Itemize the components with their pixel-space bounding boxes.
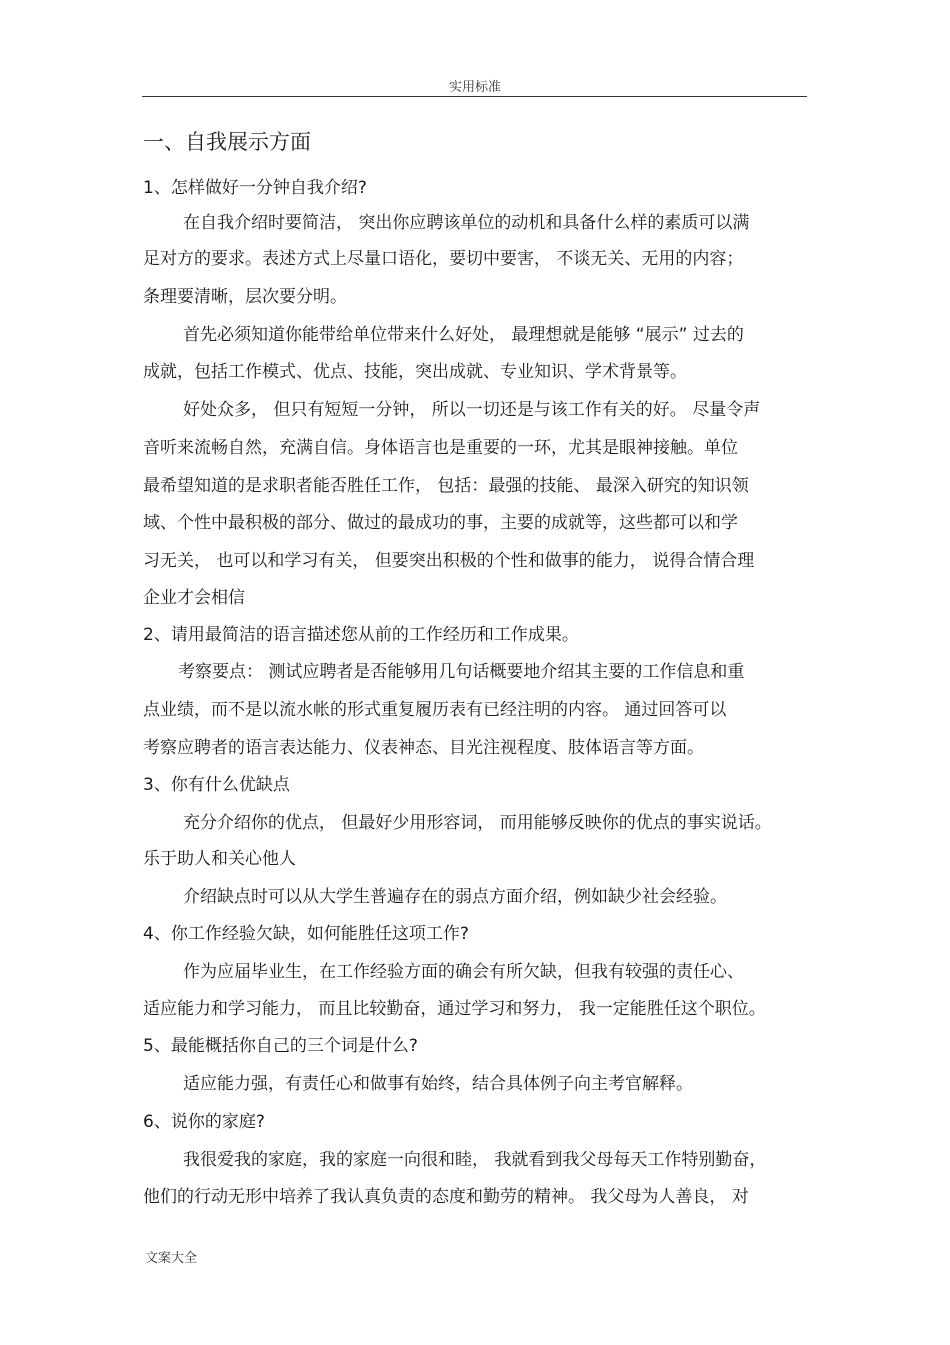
paragraph-line: 条理要清晰，层次要分明。 <box>143 287 347 307</box>
page-footer: 文案大全 <box>145 1251 198 1266</box>
question-heading: 6、说你的家庭? <box>143 1112 265 1132</box>
paragraph-line: 好处众多， 但只有短短一分钟， 所以一切还是与该工作有关的好。 尽量令声 <box>183 400 761 420</box>
paragraph-line: 点业绩，而不是以流水帐的形式重复履历表有已经注明的内容。 通过回答可以 <box>143 700 727 720</box>
section-title: 一、自我展示方面 <box>143 130 311 154</box>
paragraph-line: 我很爱我的家庭，我的家庭一向很和睦， 我就看到我父母每天工作特别勤奋， <box>183 1150 767 1170</box>
paragraph-line: 域、个性中最积极的部分、做过的最成功的事，主要的成就等，这些都可以和学 <box>143 513 738 533</box>
page-header: 实用标准 <box>448 80 501 95</box>
paragraph-line: 充分介绍你的优点， 但最好少用形容词， 而用能够反映你的优点的事实说话。 <box>183 813 772 833</box>
paragraph-line: 成就，包括工作模式、优点、技能，突出成就、专业知识、学术背景等。 <box>143 362 687 382</box>
paragraph-line: 足对方的要求。表述方式上尽量口语化，要切中要害， 不谈无关、无用的内容； <box>143 249 744 269</box>
question-heading: 3、你有什么优缺点 <box>143 775 290 795</box>
paragraph-line: 作为应届毕业生，在工作经验方面的确会有所欠缺，但我有较强的责任心、 <box>183 962 744 982</box>
question-heading: 5、最能概括你自己的三个词是什么? <box>143 1036 418 1056</box>
paragraph-line: 音听来流畅自然，充满自信。身体语言也是重要的一环，尤其是眼神接触。单位 <box>143 438 738 458</box>
header-rule <box>142 96 807 97</box>
paragraph-line: 介绍缺点时可以从大学生普遍存在的弱点方面介绍，例如缺少社会经验。 <box>183 887 727 907</box>
paragraph-line: 考察要点： 测试应聘者是否能够用几句话概要地介绍其主要的工作信息和重 <box>178 662 745 682</box>
paragraph-line: 乐于助人和关心他人 <box>143 849 296 869</box>
question-heading: 1、怎样做好一分钟自我介绍? <box>143 178 367 198</box>
paragraph-line: 最希望知道的是求职者能否胜任工作， 包括：最强的技能、 最深入研究的知识领 <box>143 476 749 496</box>
paragraph-line: 适应能力和学习能力， 而且比较勤奋，通过学习和努力， 我一定能胜任这个职位。 <box>143 999 766 1019</box>
paragraph-line: 企业才会相信 <box>143 588 245 608</box>
paragraph-line: 首先必须知道你能带给单位带来什么好处， 最理想就是能够 “展示” 过去的 <box>183 325 744 345</box>
paragraph-line: 在自我介绍时要简洁， 突出你应聘该单位的动机和具备什么样的素质可以满 <box>183 213 750 233</box>
question-heading: 4、你工作经验欠缺，如何能胜任这项工作? <box>143 924 469 944</box>
paragraph-line: 他们的行动无形中培养了我认真负责的态度和勤劳的精神。 我父母为人善良， 对 <box>143 1187 749 1207</box>
paragraph-line: 适应能力强，有责任心和做事有始终，结合具体例子向主考官解释。 <box>183 1074 693 1094</box>
paragraph-line: 考察应聘者的语言表达能力、仪表神态、目光注视程度、肢体语言等方面。 <box>143 738 704 758</box>
paragraph-line: 习无关， 也可以和学习有关， 但要突出积极的个性和做事的能力， 说得合情合理 <box>143 551 755 571</box>
question-heading: 2、请用最简洁的语言描述您从前的工作经历和工作成果。 <box>143 625 579 645</box>
